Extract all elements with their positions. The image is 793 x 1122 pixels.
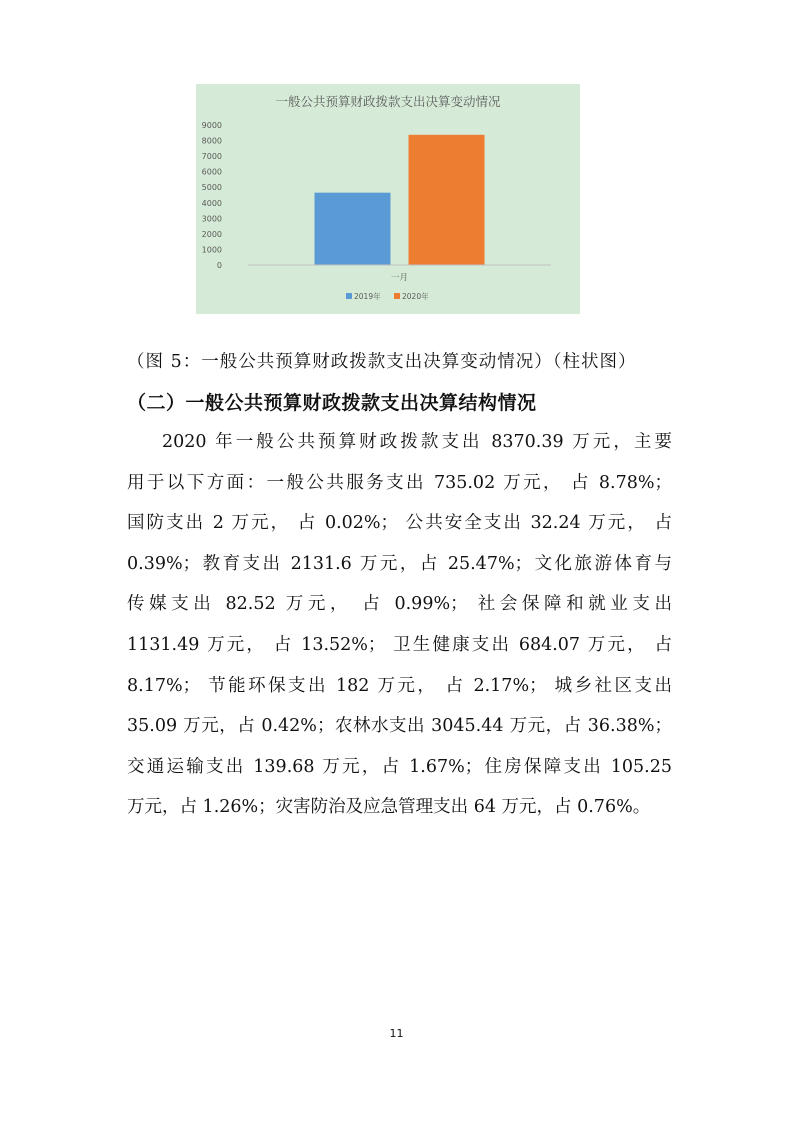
bar-chart (196, 84, 580, 314)
body-line: 国防支出 2 万元， 占 0.02%； 公共安全支出 32.24 万元， 占 (127, 513, 672, 534)
body-line: 1131.49 万元， 占 13.52%； 卫生健康支出 684.07 万元， 占 (127, 634, 672, 655)
y-tick-label: 7000 (201, 152, 222, 162)
body-line: 交通运输支出 139.68 万元，占 1.67%；住房保障支出 105.25 (127, 756, 672, 777)
bar-2020年 (409, 135, 485, 265)
body-line: 传媒支出 82.52 万元， 占 0.99%； 社会保障和就业支出 (127, 594, 672, 615)
page-number: 11 (389, 1027, 404, 1040)
bar-chart-svg (196, 84, 580, 314)
body-paragraph (127, 422, 672, 828)
legend-label: 2020年 (402, 292, 429, 301)
y-tick-label: 3000 (201, 214, 222, 224)
y-tick-label: 4000 (201, 198, 222, 208)
chart-title: 一般公共预算财政拨款支出决算变动情况 (275, 94, 501, 109)
y-tick-label: 2000 (201, 229, 222, 239)
section-heading: （二）一般公共预算财政拨款支出决算结构情况 (127, 392, 537, 414)
y-tick-label: 1000 (201, 245, 222, 255)
legend-label: 2019年 (354, 292, 381, 301)
body-line: 0.39%；教育支出 2131.6 万元，占 25.47%；文化旅游体育与 (127, 553, 672, 574)
body-line: 2020 年一般公共预算财政拨款支出 8370.39 万元，主要 (162, 432, 672, 452)
bar-2019年 (315, 193, 391, 265)
y-tick-label: 8000 (201, 136, 222, 146)
y-tick-label: 0 (216, 261, 222, 270)
body-line: 35.09 万元，占 0.42%；农林水支出 3045.44 万元，占 36.38%； (127, 716, 672, 737)
body-line: 万元，占 1.26%；灾害防治及应急管理支出 64 万元，占 0.76%。 (127, 797, 651, 818)
y-tick-label: 6000 (201, 167, 222, 177)
figure-caption: （图 5：一般公共预算财政拨款支出决算变动情况）（柱状图） (127, 352, 637, 372)
body-line: 用于以下方面：一般公共服务支出 735.02 万元， 占 8.78%； (127, 472, 672, 493)
legend-swatch (394, 293, 400, 299)
legend-swatch (346, 293, 352, 299)
x-tick-label: 一月 (390, 273, 409, 283)
body-line: 8.17%； 节能环保支出 182 万元， 占 2.17%； 城乡社区支出 (127, 675, 672, 696)
y-tick-label: 9000 (201, 121, 222, 130)
y-tick-label: 5000 (201, 183, 222, 193)
